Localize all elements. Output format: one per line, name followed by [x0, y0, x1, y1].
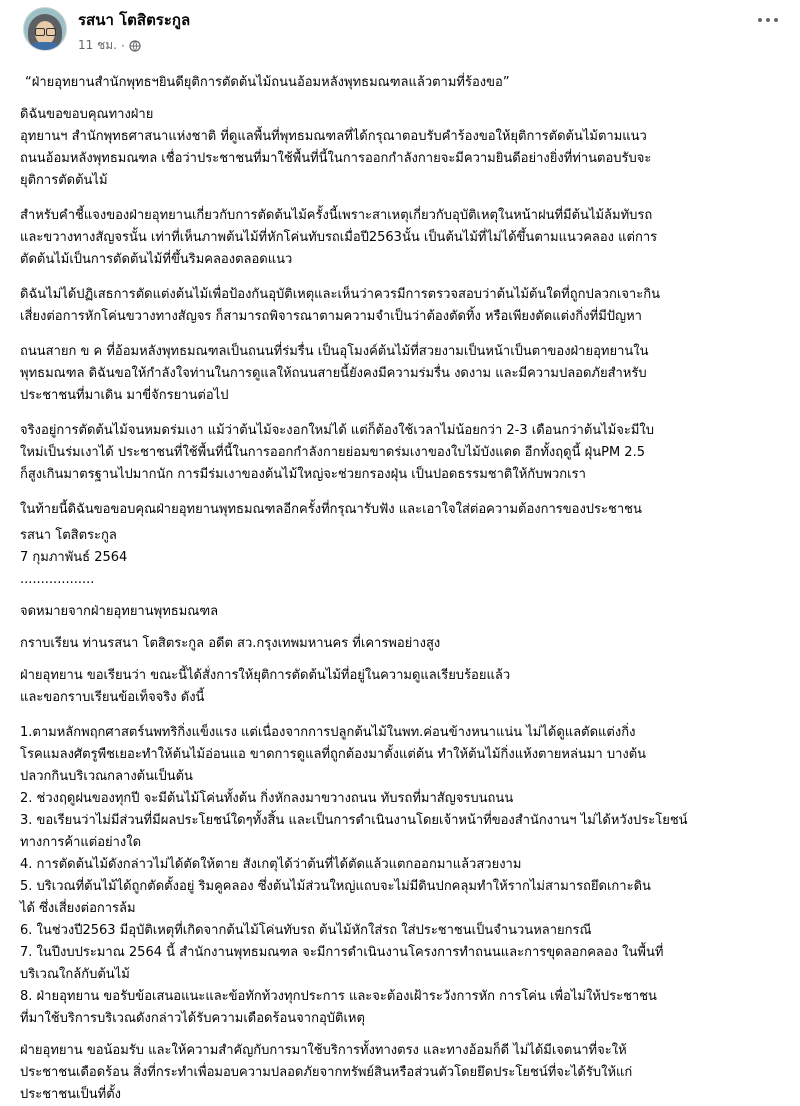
salutation: กราบเรียน ท่านรสนา โตสิตระกูล อดีต สว.กรุงเทพมหานคร ที่เคารพอย่างสูง — [20, 636, 441, 651]
post-body — [20, 72, 782, 1106]
author-name[interactable]: รสนา โตสิตระกูล — [78, 11, 191, 29]
list-item: 6. ในช่วงปี2563 มีอุบัติเหตุที่เกิดจากต้นไม้โค่นทับรถ ต้นไม้หักใส่รถ ใส่ประชาชนเป็นจำนวนหลายกรณี — [20, 923, 592, 938]
letter-title: จดหมายจากฝ่ายอุทยานพุทธมณฑล — [20, 604, 219, 619]
globe-icon[interactable] — [129, 40, 141, 52]
more-options-icon[interactable] — [748, 10, 788, 30]
post-time[interactable]: 11 ชม. — [78, 38, 117, 52]
paragraph-6: ในท้ายนี้ดิฉันขอขอบคุณฝ่ายอุทยานพุทธมณฑลอีกครั้งที่กรุณารับฟัง และเอาใจใส่ต่อความต้องการของประชาชน — [20, 502, 642, 517]
list-item: 8. ฝ่ายอุทยาน ขอรับข้อเสนอแนะและข้อทักท้วงทุกประการ และจะต้องเฝ้าระวังการหัก การโค่น เพื่อไม่ให้ประชาชน ที่มาใช้บริการบริเวณดังกล่าวได้รับความเดือดร้อนจากอุบัติเหตุ — [20, 989, 657, 1026]
signature-date: 7 กุมภาพันธ์ 2564 — [20, 550, 128, 565]
list-item: 7. ในปีงบประมาณ 2564 นี้ สำนักงานพุทธมณฑล จะมีการดำเนินงานโครงการทำถนนและการขุดลอกคลอง ในพื้นที่ บริเวณใกล้กับต้นไม้ — [20, 945, 664, 982]
point-list — [20, 722, 782, 1030]
paragraph-4: ถนนสายก ข ค ที่อ้อมหลังพุทธมณฑลเป็นถนนที่ร่มรื่น เป็นอุโมงค์ต้นไม้ที่สวยงามเป็นหน้าเป็นตาของฝ่ายอุทยานใน พุทธมณฑล ดิฉันขอให้กำลังใจท่านในการดูแลให้ถนนสายนี้ยังคงมีความร่มรื่น งดงาม และมีความปลอดภัยสำหรับ ประชาชนที่มาเดิน มาขี่จักรยานต่อไป — [20, 344, 649, 403]
letter-intro: ฝ่ายอุทยาน ขอเรียนว่า ขณะนี้ได้สั่งการให้ยุติการตัดต้นไม้ที่อยู่ในความดูแลเรียบร้อยแล้ว และขอกราบเรียนข้อเท็จจริง ดังนี้ — [20, 668, 511, 705]
list-item: 1.ตามหลักพฤกศาสตร์นพทริกิ่งแข็งแรง แต่เนื่องจากการปลูกต้นไม้ในพท.ค่อนข้างหนาแน่น ไม่ได้ดูแลตัดแต่งกิ่ง โรคแมลงศัตรูพืชเยอะทำให้ต้นไม้อ่อนแอ ขาดการดูแลที่ถูกต้องมาตั้งแต่ต้น ทำให้ต้นไม้กิ่งแห้งตายหล่นมา บางต้น ปลวกกินบริเวณกลางต้นเป็นต้น — [20, 725, 647, 784]
closing-paragraph: ฝ่ายอุทยาน ขอน้อมรับ และให้ความสำคัญกับการมาใช้บริการทั้งทางตรง และทางอ้อมก็ดี ไม่ได้มีเจตนาที่จะให้ ประชาชนเดือดร้อน สิ่งที่กระทำเพื่อมอบความปลอดภัยจากทรัพย์สินหรือส่วนตัวโดยยึดประโยชน์ที่จะได้รับให้แก่ ประชาชนเป็นที่ตั้ง — [20, 1043, 633, 1102]
post-meta — [78, 36, 141, 55]
post-header — [0, 0, 800, 66]
separator: .................. — [20, 572, 95, 587]
paragraph-2: สำหรับคำชี้แจงของฝ่ายอุทยานเกี่ยวกับการตัดต้นไม้ครั้งนี้เพราะสาเหตุเกี่ยวกับอุบัติเหตุในหน้าฝนที่มีต้นไม้ล้มทับรถ และขวางทางสัญจรนั้น เท่าที่เห็นภาพต้นไม้ที่หักโค่นทับรถเมื่อปี2563นั้น เป็นต้นไม้ที่ไม่ได้ขึ้นตามแนวคลอง แต่การ ตัดต้นไม้เป็นการตัดต้นไม้ที่ขึ้นริมคลองตลอดแนว — [20, 208, 658, 267]
list-item: 2. ช่วงฤดูฝนของทุกปี จะมีต้นไม้โค่นทั้งต้น กิ่งหักลงมาขวางถนน ทับรถที่มาสัญจรบนถนน — [20, 791, 514, 806]
paragraph-1: ดิฉันขอขอบคุณทางฝ่าย อุทยานฯ สำนักพุทธศาสนาแห่งชาติ ที่ดูแลพื้นที่พุทธมณฑลที่ได้กรุณาตอบรับคำร้องขอให้ยุติการตัดต้นไม้ตามแนว ถนนอ้อมหลังพุทธมณฑล เชื่อว่าประชาชนที่มาใช้พื้นที่นี้ในการออกกำลังกายจะมีความยินดีอย่างยิ่งที่ท่านตอบรับจะ ยุติการตัดต้นไม้ — [20, 107, 652, 188]
signature-name: รสนา โตสิตระกูล — [20, 528, 117, 543]
meta-separator: · — [120, 38, 125, 53]
paragraph-5: จริงอยู่การตัดต้นไม้จนหมดร่มเงา แม้ว่าต้นไม้จะงอกใหม่ได้ แต่ก็ต้องใช้เวลาไม่น้อยกว่า 2-3 เดือนกว่าต้นไม้จะมีใบ ใหม่เป็นร่มเงาได้ ประชาชนที่ใช้พื้นที่นี้ในการออกกำลังกายย่อมขาดร่มเงาของใบไม้บังแดด อีกทั้งฤดูนี้ ฝุ่นPM 2.5 ก็สูงเกินมาตรฐานไปมากนัก การมีร่มเงาของต้นไม้ใหญ่จะช่วยกรองฝุ่น เป็นปอดธรรมชาติให้กับพวกเรา — [20, 423, 655, 482]
avatar[interactable] — [23, 7, 67, 51]
list-item: 5. บริเวณที่ต้นไม้ได้ถูกตัดตั้งอยู่ ริมคูคลอง ซึ่งต้นไม้ส่วนใหญ่แถบจะไม่มีดินปกคลุมทำให้รากไม่สามารถยึดเกาะดิน ได้ ซึ่งเสี่ยงต่อการล้ม — [20, 879, 651, 916]
list-item: 3. ขอเรียนว่าไม่มีส่วนที่มีผลประโยชน์ใดๆทั้งสิ้น และเป็นการดำเนินงานโดยเจ้าหน้าที่ของสำนักงานฯ ไม่ได้หวังประโยชน์ ทางการค้าแต่อย่างใด — [20, 813, 688, 850]
paragraph-3: ดิฉันไม่ได้ปฏิเสธการตัดแต่งต้นไม้เพื่อป้องกันอุบัติเหตุและเห็นว่าควรมีการตรวจสอบว่าต้นไม้ต้นใดที่ถูกปลวกเจาะกิน เสี่ยงต่อการหักโค่นขวางทางสัญจร ก็สามารถพิจารณาตามความจำเป็นว่าต้องตัดทิ้ง หรือเพียงตัดแต่งกิ่งที่มีปัญหา — [20, 287, 660, 324]
post-title: “ฝ่ายอุทยานสำนักพุทธฯยินดียุติการตัดต้นไม้ถนนอ้อมหลังพุทธมณฑลแล้วตามที่ร้องขอ” — [25, 75, 510, 90]
list-item: 4. การตัดต้นไม้ดังกล่าวไม่ได้ตัดให้ตาย สังเกตุได้ว่าต้นที่ได้ตัดแล้วแตกออกมาแล้วสวยงาม — [20, 857, 522, 872]
